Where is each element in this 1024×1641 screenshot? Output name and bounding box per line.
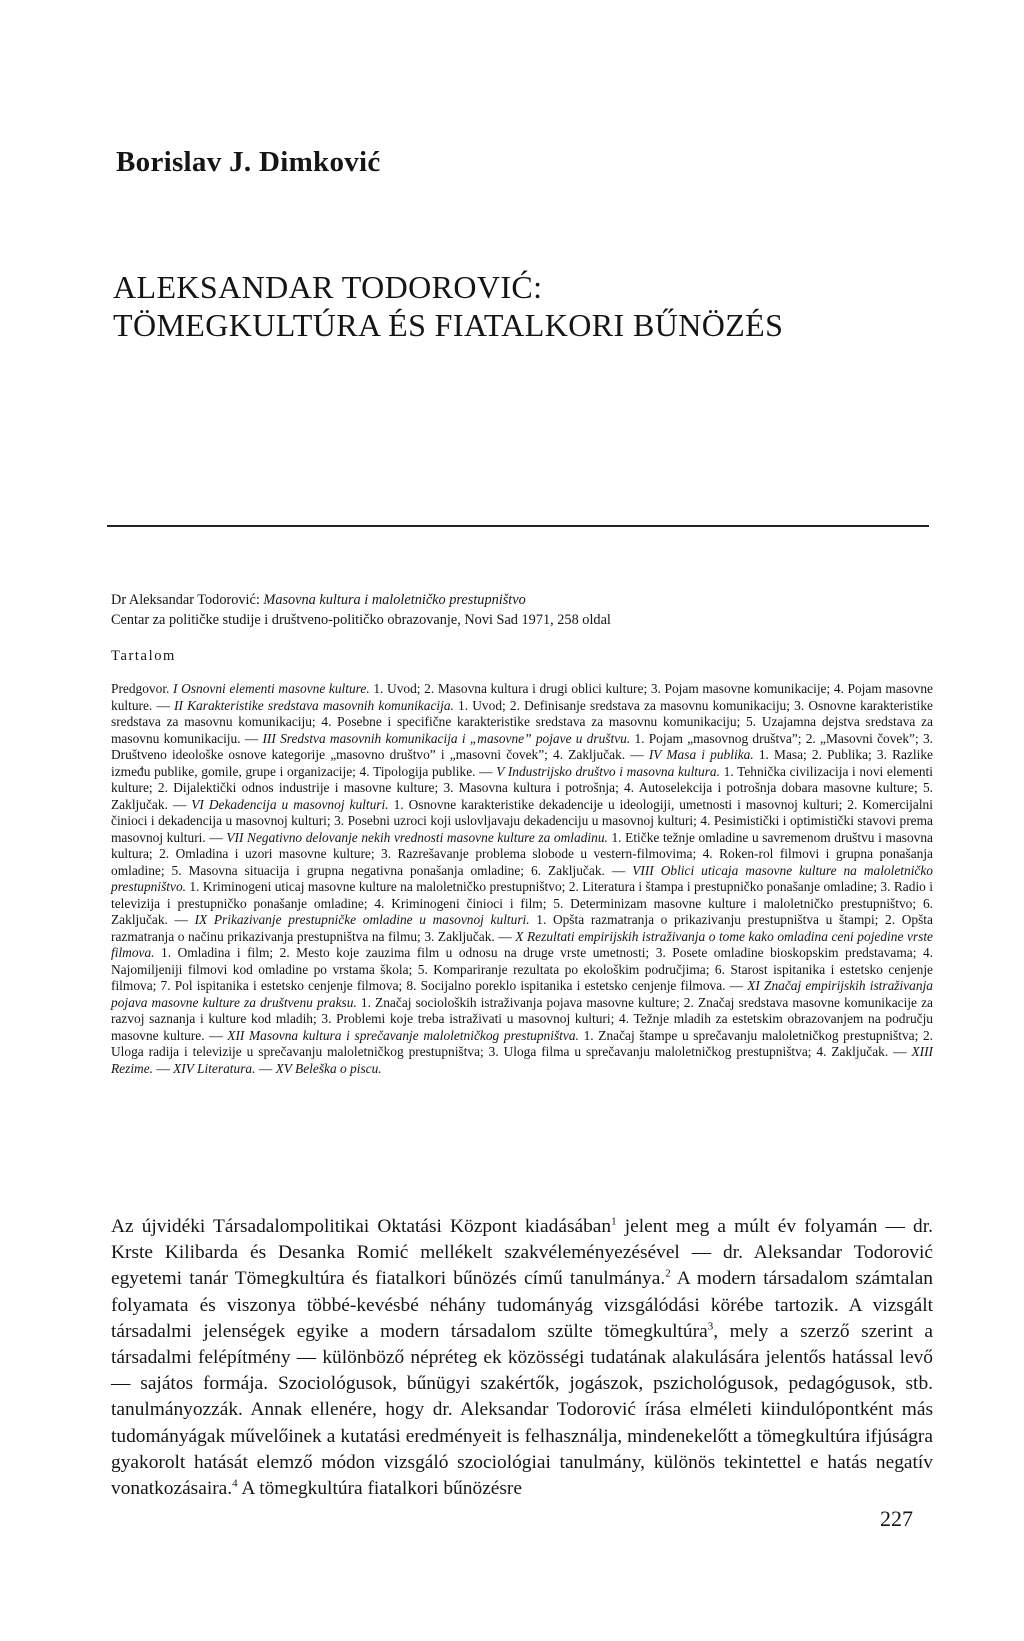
toc-chapter-title: XI Značaj empirijskih istraživanja pojava masovne kulture za društvenu praksu. (111, 978, 933, 1010)
toc-chapter-title: XV Beleška o piscu. (275, 1060, 382, 1076)
toc-text: 1. Opšta razmatranja o prikazivanju prestupništva u štampi; 2. Opšta razmatranja o načinu prikazivanja prestupništva na filmu; 3. Zaključak. — (111, 912, 933, 944)
toc-chapter-title: XII Masovna kultura i sprečavanje maloletničkog prestupništva. (227, 1027, 579, 1043)
horizontal-rule (107, 525, 929, 527)
table-of-contents (111, 681, 933, 1077)
body-text-run: A modern társadalom számtalan folyamata és viszonya többé-kevésbé néhány tudományág vizsgálódási körébe tartozik. A vizsgált társadalmi jelenségek egyike a modern társadalom szülte tömegkultúra (111, 1268, 933, 1342)
toc-text: 1. Masa; 2. Publika; 3. Razlike između publike, gomile, grupe i organizacije; 4. Tipologija publike. — (111, 747, 933, 779)
toc-text: Predgovor. (111, 681, 174, 696)
body-text-run: Az újvidéki Társadalompolitikai Oktatási Központ kiadásában (111, 1216, 612, 1237)
bib-book-title: Masovna kultura i maloletničko prestupništvo (263, 592, 526, 608)
toc-text: — (255, 1060, 276, 1076)
bibliographic-reference (111, 591, 931, 630)
footnote-marker: 2 (665, 1267, 671, 1280)
toc-chapter-title: IX Prikazivanje prestupničke omladine u masovnoj kulturi. (194, 912, 530, 927)
toc-chapter-title: IV Masa i publika. (648, 747, 754, 762)
bib-line-2: Centar za političke studije i društveno-političko obrazovanje, Novi Sad 1971, 258 oldal (111, 611, 611, 628)
toc-text: 1. Uvod; 2. Masovna kultura i drugi oblici kulture; 3. Pojam masovne komunikacije; 4. Pojam masovne kulture. — (111, 681, 934, 713)
toc-text: — (153, 1060, 174, 1076)
toc-text: 1. Pojam „masovnog društva”; 2. „Masovni čovek”; 3. Društveno ideološke osnove kategorije „masovno društvo” i „masovni čovek”; 4. Zaključak. — (111, 730, 933, 762)
toc-chapter-title: II Karakteristike sredstava masovnih komunikacija. (174, 697, 454, 713)
footnote-marker: 1 (611, 1215, 617, 1228)
author-name: Borislav J. Dimković (116, 146, 381, 178)
toc-text: 1. Značaj štampe u sprečavanju maloletničkog prestupništva; 2. Uloga radija i televizije u sprečavanju maloletničkog prestupništva; 3. Uloga filma u sprečavanju maloletničkog prestupništva; 4. Zaključak. — (111, 1027, 934, 1059)
body-text-run: A tömegkultúra fiatalkori bűnözésre (237, 1478, 522, 1500)
toc-text: 1. Tehnička civilizacija i novi elementi kulture; 2. Dijalektički odnos industrije i masovne kulture; 3. Masovna kultura i potrošnja; 4. Autoselekcija i potrošnja dobara masovne kulture; 5. Zaključak. — (111, 763, 933, 812)
toc-text: 1. Omladina i film; 2. Mesto koje zauzima film u odnosu na druge vrste umetnosti; 3. Posete omladine bioskopskim predstavama; 4. Najomiljeniji filmovi kod omladine po vrstama škola; 5. Kompariranje rezultata po ekološkim područjima; 6. Starost ispitanika i estetsko cenjenje filmova; 7. Pol ispitanika i estetsko cenjenje filmova; 8. Socijalno poreklo ispitanika i estetsko cenjenje filmova. — (111, 945, 933, 993)
title-line-1: ALEKSANDAR TODOROVIĆ: (113, 269, 543, 305)
toc-chapter-title: VI Dekadencija u masovnoj kulturi. (191, 796, 389, 812)
title-line-2: TÖMEGKULTÚRA ÉS FIATALKORI BŰNÖZÉS (113, 307, 784, 343)
toc-chapter-title: X Rezultati empirijskih istraživanja o tome kako omladina ceni pojedine vrste filmova. (111, 928, 933, 960)
footnote-marker: 4 (232, 1477, 238, 1490)
contents-label: Tartalom (111, 648, 176, 664)
article-title (113, 268, 783, 344)
toc-chapter-title: XIV Literatura. (173, 1060, 256, 1076)
toc-text: 1. Osnovne karakteristike dekadencije u ideologiji, umetnosti i masovnoj kulturi; 2. Komercijalni činioci i dekadencija u masovnoj kulturi; 3. Posebni uzroci koji uslovljavaju dekadenciju u masovnoj kulturi; 4. Pesimistički i optimistički stavovi prema masovnoj kulturi. — (111, 796, 933, 845)
body-text-run: jelent meg a múlt év folyamán — dr. Krste Kilibarda és Desanka Romić mellékelt szakvéleményezésével — dr. Aleksandar Todorović egyetemi tanár Tömegkultúra és fiatalkori bűnözés című tanulmánya. (111, 1216, 933, 1290)
toc-chapter-title: I Osnovni elementi masovne kulture. (173, 681, 370, 696)
toc-text: 1. Uvod; 2. Definisanje sredstava za masovnu komunikaciju; 3. Osnovne karakteristike sredstava za masovnu komunikaciju; 4. Posebne i specifične karakteristike sredstava za masovnu komunikaciju; 5. Uzajamna dejstva sredstava za masovnu komunikaciju. — (111, 697, 933, 746)
bib-line-1 (111, 591, 931, 611)
toc-chapter-title: V Industrijsko društvo i masovna kultura. (496, 763, 720, 779)
review-body-paragraph (111, 1214, 933, 1502)
toc-text: 1. Etičke težnje omladine u savremenom društvu i masovna kultura; 2. Omladina i uzori masovne kulture; 3. Razrešavanje problema slobode u vestern-filmovima; 4. Roken-rol filmovi i grupna ponašanja omladine; 5. Masovna situacija i grupna negativna ponašanja omladine; 6. Zaključak. — (111, 829, 933, 878)
footnote-marker: 3 (707, 1320, 714, 1333)
toc-text: 1. Značaj socioloških istraživanja pojava masovne kulture; 2. Značaj sredstava masovne komunikacije za razvoj saznanja i kulture kod mladih; 3. Problemi koje treba istraživati u masovnoj kulturi; 4. Težnje mladih za estetskim obrazovanjem na području masovne kulture. — (111, 994, 933, 1043)
toc-text: 1. Kriminogeni uticaj masovne kulture na maloletničko prestupništvo; 2. Literatura i štampa i prestupničko ponašanje omladine; 3. Radio i televizija i prestupničko ponašanje omladine; 4. Kriminogeni činioci i film; 5. Determinizam masovne kulture i maloletničko prestupništvo; 6. Zaključak. — (111, 879, 933, 927)
page-number: 227 (880, 1506, 913, 1531)
toc-chapter-title: XIII Rezime. (111, 1044, 933, 1076)
toc-chapter-title: VIII Oblici uticaja masovne kulture na maloletničko prestupništvo. (111, 862, 933, 894)
bib-author: Dr Aleksandar Todorović: (111, 592, 264, 608)
toc-chapter-title: VII Negativno delovanje nekih vrednosti masovne kulture za omladinu. (226, 829, 608, 845)
toc-chapter-title: III Sredstva masovnih komunikacija i „masovne” pojave u društvu. (262, 730, 631, 746)
body-text-run: , mely a szerző szerint a társadalmi felépítmény — különböző népréteg ek közösségi tudatának alakulására jelentős hatással levő — sajátos formája. Szociológusok, bűnügyi szakértők, jogászok, pszichológusok, pedagógusok, stb. tanulmányozzák. Annak ellenére, hogy dr. Aleksandar Todorović írása elméleti kiindulópontként más tudományágak művelőinek a kutatási eredményeit is felhasználja, mindenekelőtt a tömegkultúra ifjúságra gyakorolt hatását elemző módon vizsgáló szociológiai tanulmány, különös tekintettel e hatás negatív vonatkozásaira. (111, 1320, 933, 1500)
